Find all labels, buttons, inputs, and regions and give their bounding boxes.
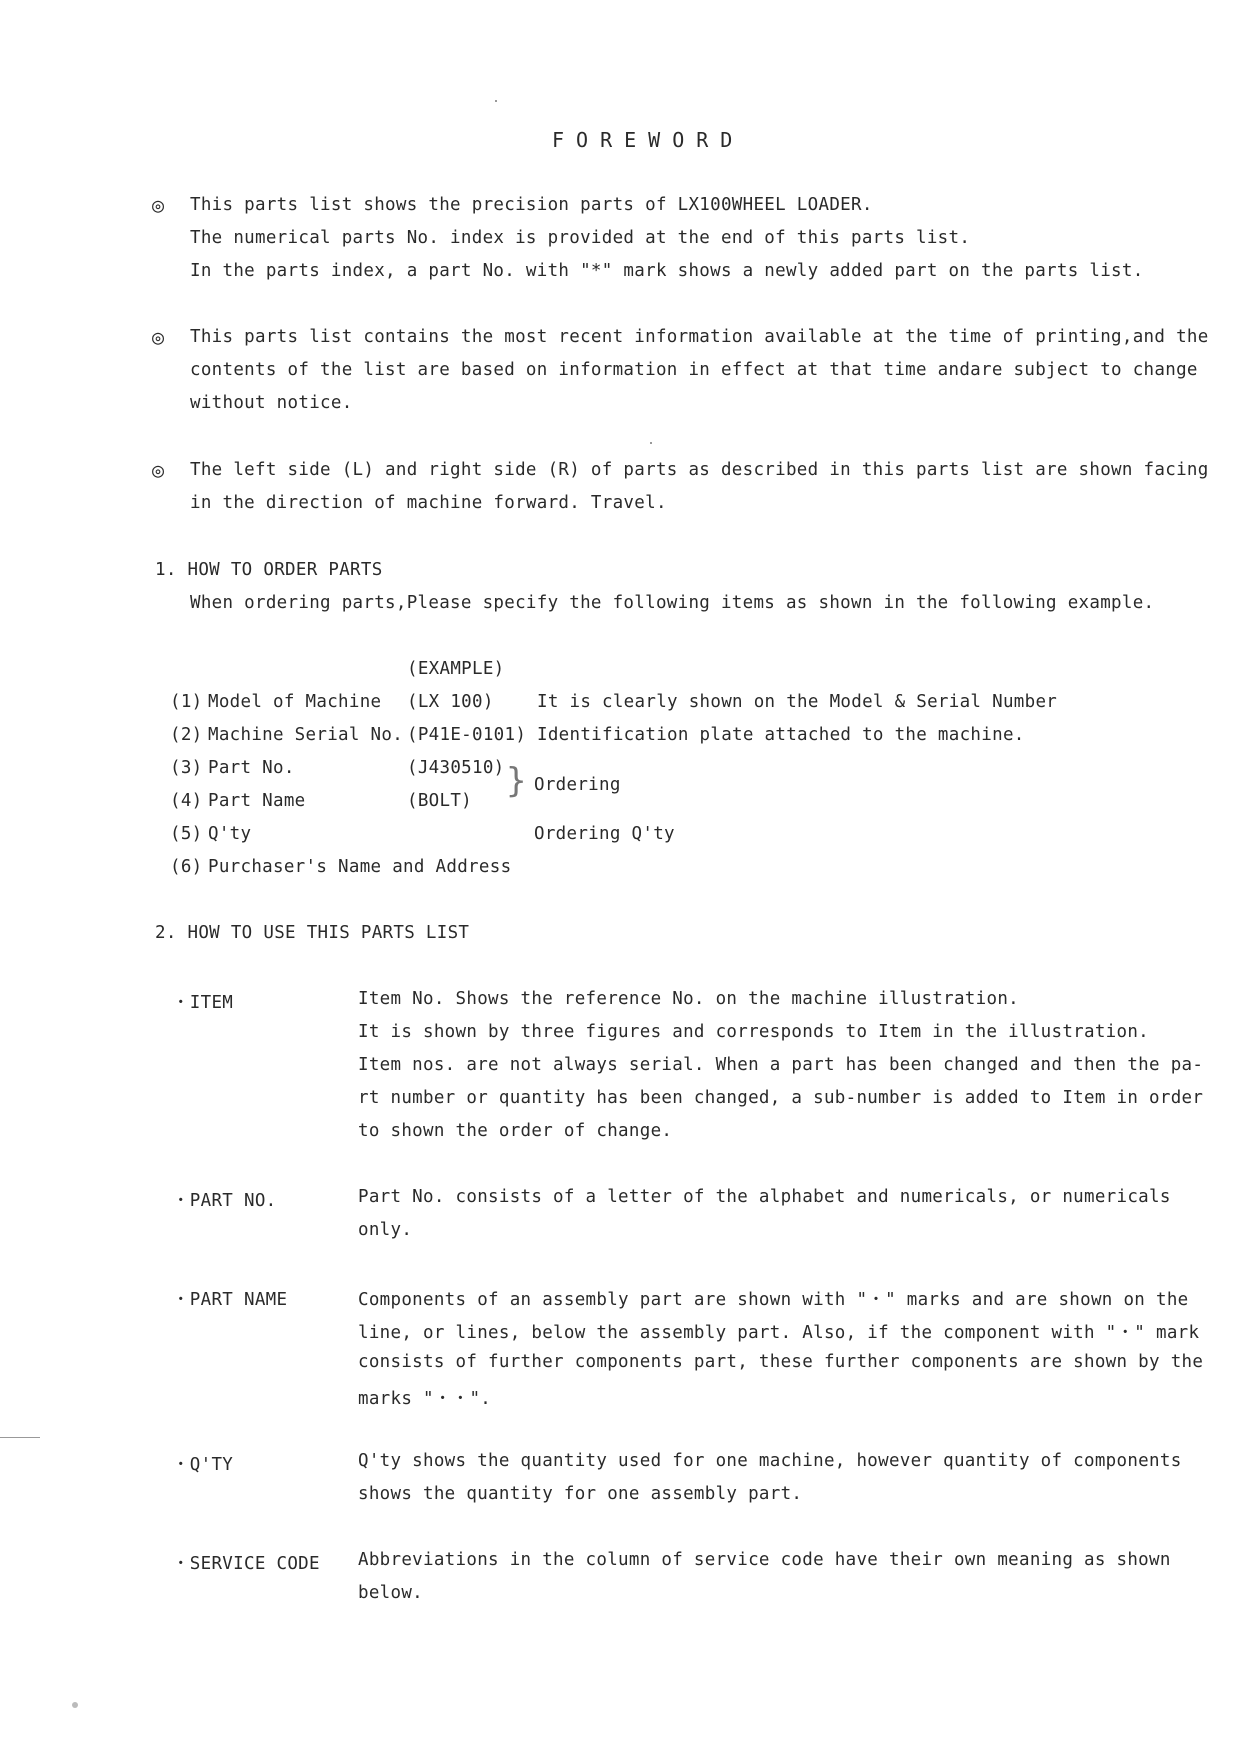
- intro-1-line-2: The numerical parts No. index is provided at the end of this parts list.: [190, 228, 971, 248]
- intro-2-line-3: without notice.: [190, 393, 353, 413]
- section-1-text: When ordering parts,Please specify the following items as shown in the following example.: [190, 593, 1155, 613]
- definition-line: shows the quantity for one assembly part.: [358, 1484, 803, 1504]
- definition-line: Components of an assembly part are shown with "・" marks and are shown on the: [358, 1290, 1189, 1310]
- order-item-num: (5): [170, 824, 203, 844]
- definition-line: to shown the order of change.: [358, 1121, 673, 1141]
- order-item-note: Ordering Q'ty: [534, 824, 675, 844]
- definition-line: below.: [358, 1583, 424, 1603]
- double-circle-icon: ◎: [152, 325, 165, 349]
- definition-line: consists of further components part, these further components are shown by the: [358, 1352, 1204, 1372]
- order-item-label: Part No.: [208, 758, 295, 778]
- definition-line: Item No. Shows the reference No. on the machine illustration.: [358, 989, 1019, 1009]
- definition-line: line, or lines, below the assembly part. Also, if the component with "・" mark: [358, 1323, 1200, 1343]
- order-item-label: Model of Machine: [208, 692, 382, 712]
- definition-line: marks "・・".: [358, 1389, 492, 1409]
- intro-1-line-1: This parts list shows the precision parts of LX100WHEEL LOADER.: [190, 195, 873, 215]
- order-item-note: Identification plate attached to the machine.: [537, 725, 1025, 745]
- intro-3-line-1: The left side (L) and right side (R) of parts as described in this parts list are shown facing: [190, 460, 1209, 480]
- double-circle-icon: ◎: [152, 458, 165, 482]
- section-1-heading: 1. HOW TO ORDER PARTS: [155, 560, 383, 580]
- term-part-name: ・PART NAME: [172, 1290, 288, 1310]
- scan-artifact: [72, 1702, 78, 1708]
- definition-line: rt number or quantity has been changed, a sub-number is added to Item in order: [358, 1088, 1204, 1108]
- double-circle-icon: ◎: [152, 193, 165, 217]
- intro-2-line-2: contents of the list are based on information in effect at that time andare subject to change: [190, 360, 1198, 380]
- example-header: (EXAMPLE): [407, 659, 505, 679]
- scan-artifact: [495, 100, 497, 102]
- order-item-num: (4): [170, 791, 203, 811]
- order-item-example: (BOLT): [407, 791, 473, 811]
- order-item-example: (P41E-0101): [407, 725, 527, 745]
- order-item-example: (J430510): [407, 758, 505, 778]
- definition-line: Item nos. are not always serial. When a part has been changed and then the pa-: [358, 1055, 1204, 1075]
- term-qty: ・Q'TY: [172, 1455, 234, 1475]
- order-item-label: Purchaser's Name and Address: [208, 857, 512, 877]
- ordering-note: Ordering: [534, 775, 621, 795]
- term-service-code: ・SERVICE CODE: [172, 1554, 320, 1574]
- order-item-note: It is clearly shown on the Model & Serial Number: [537, 692, 1058, 712]
- definition-line: Q'ty shows the quantity used for one machine, however quantity of components: [358, 1451, 1182, 1471]
- brace-icon: }: [506, 761, 527, 801]
- order-item-label: Part Name: [208, 791, 306, 811]
- order-item-num: (6): [170, 857, 203, 877]
- order-item-label: Q'ty: [208, 824, 252, 844]
- page-title: FOREWORD: [552, 128, 745, 152]
- definition-line: Part No. consists of a letter of the alphabet and numericals, or numericals: [358, 1187, 1171, 1207]
- scan-artifact: [0, 1437, 40, 1438]
- term-part-no: ・PART NO.: [172, 1191, 277, 1211]
- intro-3-line-2: in the direction of machine forward. Travel.: [190, 493, 667, 513]
- order-item-num: (1): [170, 692, 203, 712]
- scan-artifact: [650, 442, 652, 444]
- order-item-label: Machine Serial No.: [208, 725, 404, 745]
- intro-1-line-3: In the parts index, a part No. with "*" mark shows a newly added part on the parts list.: [190, 261, 1144, 281]
- order-item-example: (LX 100): [407, 692, 494, 712]
- term-item: ・ITEM: [172, 993, 234, 1013]
- order-item-num: (2): [170, 725, 203, 745]
- section-2-heading: 2. HOW TO USE THIS PARTS LIST: [155, 923, 470, 943]
- order-item-num: (3): [170, 758, 203, 778]
- definition-line: Abbreviations in the column of service code have their own meaning as shown: [358, 1550, 1171, 1570]
- intro-2-line-1: This parts list contains the most recent information available at the time of printing,and the: [190, 327, 1209, 347]
- definition-line: It is shown by three figures and corresponds to Item in the illustration.: [358, 1022, 1150, 1042]
- definition-line: only.: [358, 1220, 413, 1240]
